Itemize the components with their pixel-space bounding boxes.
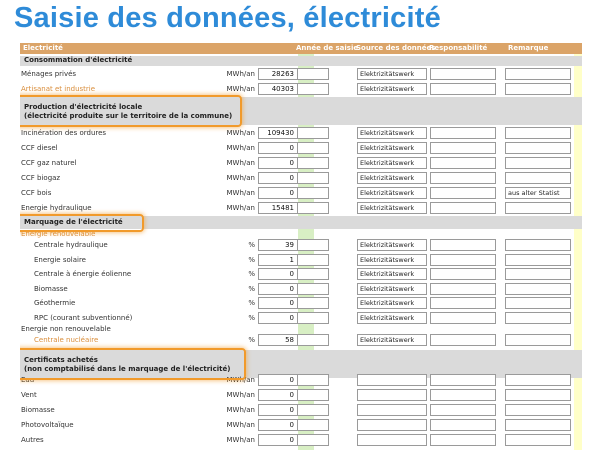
value-input[interactable]: 39 <box>258 239 298 251</box>
remark-input[interactable] <box>505 83 571 95</box>
remark-input[interactable] <box>505 434 571 446</box>
row-unit: % <box>248 299 255 307</box>
renewable-row <box>20 282 582 296</box>
consumption-row <box>20 67 582 81</box>
table-header <box>20 43 582 54</box>
value-input[interactable]: 0 <box>258 297 298 309</box>
year-input[interactable] <box>297 157 329 169</box>
header-year: Année de saisie <box>296 44 359 52</box>
renewable-row <box>20 311 582 325</box>
certificate-row <box>20 388 582 402</box>
row-unit: MWh/an <box>226 376 255 384</box>
source-input[interactable]: Elektrizitätswerk <box>357 312 427 324</box>
electricity-form <box>20 43 582 450</box>
year-input[interactable] <box>297 202 329 214</box>
value-input[interactable]: 15481 <box>258 202 298 214</box>
source-input[interactable]: Elektrizitätswerk <box>357 254 427 266</box>
remark-input[interactable] <box>505 312 571 324</box>
row-unit: MWh/an <box>226 421 255 429</box>
value-input[interactable]: 0 <box>258 419 298 431</box>
responsibility-input[interactable] <box>430 157 496 169</box>
year-input[interactable] <box>297 434 329 446</box>
marking-highlight <box>20 214 144 232</box>
responsibility-input[interactable] <box>430 312 496 324</box>
year-input[interactable] <box>297 419 329 431</box>
value-input[interactable]: 0 <box>258 312 298 324</box>
row-label: CCF biogaz <box>21 174 61 182</box>
row-label: CCF gaz naturel <box>21 159 77 167</box>
renewable-row <box>20 267 582 281</box>
consumption-section-label: Consommation d'électricité <box>24 56 133 64</box>
year-input[interactable] <box>297 297 329 309</box>
remark-input[interactable] <box>505 334 571 346</box>
row-unit: MWh/an <box>226 406 255 414</box>
renewable-row <box>20 238 582 252</box>
production-highlight <box>20 95 242 127</box>
source-input[interactable]: Elektrizitätswerk <box>357 297 427 309</box>
production-section-label: Production d'électricité locale <box>24 103 143 111</box>
source-input[interactable]: Elektrizitätswerk <box>357 187 427 199</box>
responsibility-input[interactable] <box>430 419 496 431</box>
remark-input[interactable] <box>505 374 571 386</box>
certificates-section-sublabel: (non comptabilisé dans le marquage de l'électricité) <box>24 365 231 373</box>
year-input[interactable] <box>297 374 329 386</box>
non-renewable-label: Energie non renouvelable <box>21 325 111 333</box>
responsibility-input[interactable] <box>430 68 496 80</box>
source-input[interactable]: Elektrizitätswerk <box>357 268 427 280</box>
responsibility-input[interactable] <box>430 268 496 280</box>
header-responsibility: Responsabilité <box>429 44 488 52</box>
row-unit: MWh/an <box>226 70 255 78</box>
year-input[interactable] <box>297 142 329 154</box>
remark-input[interactable] <box>505 404 571 416</box>
row-unit: MWh/an <box>226 144 255 152</box>
source-input[interactable] <box>357 404 427 416</box>
year-input[interactable] <box>297 312 329 324</box>
certificates-section-label: Certificats achetés <box>24 356 98 364</box>
value-input[interactable]: 0 <box>258 187 298 199</box>
row-label: Ménages privés <box>21 70 77 78</box>
year-input[interactable] <box>297 68 329 80</box>
production-row <box>20 156 582 170</box>
row-label: Energie solaire <box>34 255 86 264</box>
production-row <box>20 171 582 185</box>
year-input[interactable] <box>297 268 329 280</box>
responsibility-input[interactable] <box>430 389 496 401</box>
remark-input[interactable] <box>505 239 571 251</box>
source-input[interactable]: Elektrizitätswerk <box>357 283 427 295</box>
row-label: Centrale à énergie éolienne <box>34 270 132 278</box>
responsibility-input[interactable] <box>430 127 496 139</box>
responsibility-input[interactable] <box>430 239 496 251</box>
row-label: Artisanat et industrie <box>21 85 96 93</box>
row-unit: MWh/an <box>226 391 255 399</box>
value-input[interactable]: 0 <box>258 268 298 280</box>
row-unit: MWh/an <box>226 174 255 182</box>
row-label: Energie hydraulique <box>21 204 92 212</box>
row-label: Géothermie <box>34 299 76 307</box>
remark-input[interactable] <box>505 157 571 169</box>
responsibility-input[interactable] <box>430 374 496 386</box>
row-unit: % <box>248 241 255 249</box>
row-unit: MWh/an <box>226 436 255 444</box>
value-input[interactable]: 40303 <box>258 83 298 95</box>
year-input[interactable] <box>297 389 329 401</box>
source-input[interactable]: Elektrizitätswerk <box>357 239 427 251</box>
certificate-row <box>20 418 582 432</box>
year-input[interactable] <box>297 187 329 199</box>
source-input[interactable] <box>357 434 427 446</box>
source-input[interactable]: Elektrizitätswerk <box>357 157 427 169</box>
responsibility-input[interactable] <box>430 434 496 446</box>
responsibility-input[interactable] <box>430 283 496 295</box>
non-renewable-row <box>20 333 582 347</box>
source-input[interactable]: Elektrizitätswerk <box>357 127 427 139</box>
certificates-highlight <box>20 348 246 380</box>
consumption-row <box>20 82 582 96</box>
row-label: Photovoltaïque <box>21 421 74 429</box>
value-input[interactable]: 28263 <box>258 68 298 80</box>
source-input[interactable]: Elektrizitätswerk <box>357 68 427 80</box>
year-input[interactable] <box>297 254 329 266</box>
production-row <box>20 126 582 140</box>
row-label: Centrale nucléaire <box>34 336 99 344</box>
remark-input[interactable] <box>505 127 571 139</box>
remark-input[interactable] <box>505 68 571 80</box>
remark-input[interactable] <box>505 389 571 401</box>
row-label: Incinération des ordures <box>21 129 107 137</box>
value-input[interactable]: 0 <box>258 142 298 154</box>
production-row <box>20 186 582 200</box>
row-unit: MWh/an <box>226 204 255 212</box>
header-remark: Remarque <box>508 44 549 52</box>
row-unit: MWh/an <box>226 129 255 137</box>
value-input[interactable]: 58 <box>258 334 298 346</box>
remark-input[interactable] <box>505 142 571 154</box>
source-input[interactable]: Elektrizitätswerk <box>357 202 427 214</box>
row-label: CCF bois <box>21 189 52 197</box>
value-input[interactable]: 109430 <box>258 127 298 139</box>
row-unit: MWh/an <box>226 189 255 197</box>
row-label: Autres <box>21 436 44 444</box>
responsibility-input[interactable] <box>430 142 496 154</box>
remark-input[interactable] <box>505 254 571 266</box>
consumption-section <box>20 56 582 66</box>
value-input[interactable]: 1 <box>258 254 298 266</box>
row-label: Vent <box>21 391 37 399</box>
row-label: Biomasse <box>21 406 55 414</box>
responsibility-input[interactable] <box>430 202 496 214</box>
header-section: Electricité <box>23 44 63 52</box>
production-row <box>20 201 582 215</box>
source-input[interactable]: Elektrizitätswerk <box>357 142 427 154</box>
row-unit: % <box>248 255 255 264</box>
year-input[interactable] <box>297 239 329 251</box>
responsibility-input[interactable] <box>430 187 496 199</box>
source-input[interactable] <box>357 419 427 431</box>
row-unit: % <box>248 313 255 322</box>
row-unit: MWh/an <box>226 85 255 93</box>
year-input[interactable] <box>297 83 329 95</box>
remark-input[interactable] <box>505 297 571 309</box>
responsibility-input[interactable] <box>430 83 496 95</box>
responsibility-input[interactable] <box>430 404 496 416</box>
certificate-row <box>20 403 582 417</box>
row-unit: % <box>248 270 255 278</box>
source-input[interactable] <box>357 374 427 386</box>
year-input[interactable] <box>297 127 329 139</box>
production-section-sublabel: (électricité produite sur le territoire de la commune) <box>24 112 233 120</box>
value-input[interactable]: 0 <box>258 172 298 184</box>
renewable-label: Energie renouvelable <box>21 230 96 238</box>
page-title: Saisie des données, électricité <box>14 2 441 34</box>
renewable-row <box>20 296 582 310</box>
source-input[interactable]: Elektrizitätswerk <box>357 172 427 184</box>
renewable-row <box>20 253 582 267</box>
source-input[interactable] <box>357 389 427 401</box>
value-input[interactable]: 0 <box>258 157 298 169</box>
remark-input[interactable] <box>505 419 571 431</box>
row-label: CCF diesel <box>21 144 58 152</box>
row-unit: MWh/an <box>226 159 255 167</box>
responsibility-input[interactable] <box>430 172 496 184</box>
marking-section-label: Marquage de l'électricité <box>24 218 123 226</box>
row-label: RPC (courant subventionné) <box>34 313 133 322</box>
responsibility-input[interactable] <box>430 254 496 266</box>
remark-input[interactable]: aus alter Statist <box>505 187 571 199</box>
row-label: Eau <box>21 376 35 384</box>
remark-input[interactable] <box>505 172 571 184</box>
year-input[interactable] <box>297 404 329 416</box>
value-input[interactable]: 0 <box>258 283 298 295</box>
remark-input[interactable] <box>505 283 571 295</box>
remark-input[interactable] <box>505 268 571 280</box>
source-input[interactable]: Elektrizitätswerk <box>357 83 427 95</box>
certificate-row <box>20 433 582 447</box>
row-unit: % <box>248 336 255 344</box>
year-input[interactable] <box>297 283 329 295</box>
source-input[interactable]: Elektrizitätswerk <box>357 334 427 346</box>
responsibility-input[interactable] <box>430 297 496 309</box>
row-unit: % <box>248 284 255 293</box>
remark-input[interactable] <box>505 202 571 214</box>
responsibility-input[interactable] <box>430 334 496 346</box>
header-source: Source des données <box>356 44 436 52</box>
value-input[interactable]: 0 <box>258 374 298 386</box>
value-input[interactable]: 0 <box>258 404 298 416</box>
value-input[interactable]: 0 <box>258 389 298 401</box>
year-input[interactable] <box>297 172 329 184</box>
row-label: Centrale hydraulique <box>34 241 108 249</box>
year-input[interactable] <box>297 334 329 346</box>
value-input[interactable]: 0 <box>258 434 298 446</box>
row-label: Biomasse <box>34 284 68 293</box>
production-row <box>20 141 582 155</box>
